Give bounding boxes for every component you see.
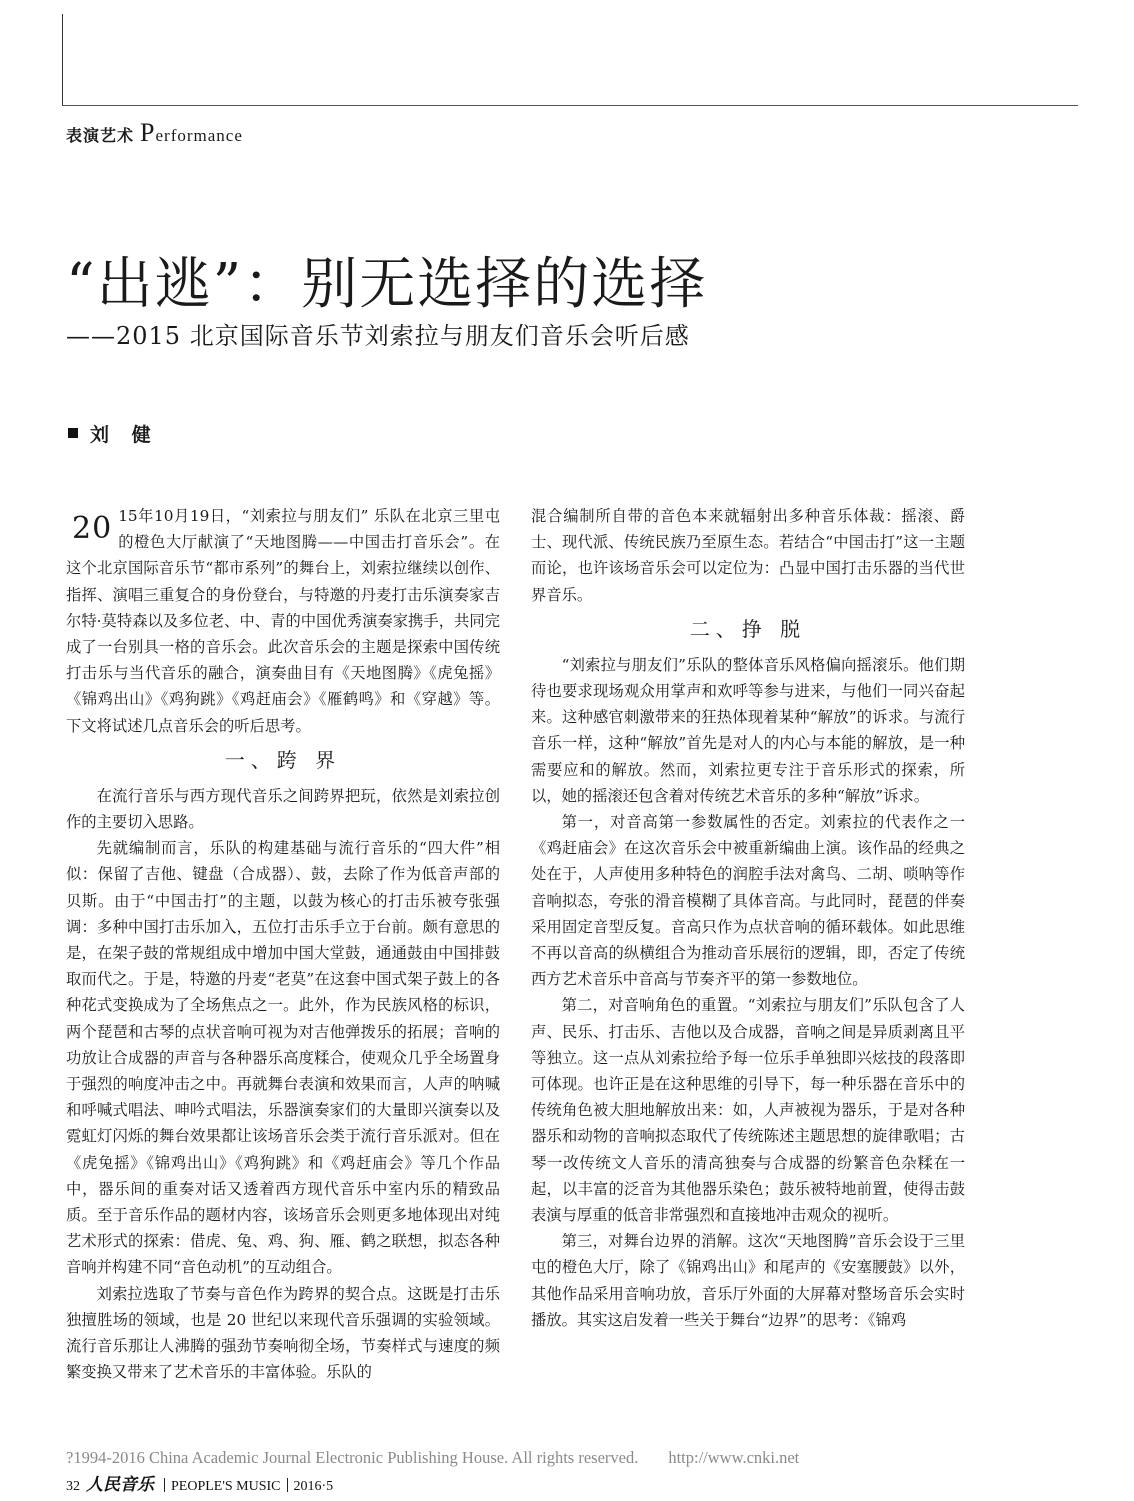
page-number: 32 [66,1479,80,1494]
paragraph: 第一，对音高第一参数属性的否定。刘索拉的代表作之一《鸡赶庙会》在这次音乐会中被重新编曲上演。该作品的经典之处在于，人声使用多种特色的润腔手法对禽鸟、二胡、唢呐等作音响拟态，夸张的滑音模糊了具体音高。与此同时，琵琶的伴奏采用固定音型反复。音高只作为点状音响的循环载体。如此思维不再以音高的纵横组合为推动音乐展衍的逻辑，即，否定了传统西方艺术音乐中音高与节奏齐平的第一参数地位。 [531,813,965,989]
magazine-name-en: PEOPLE'S MUSIC [171,1479,281,1494]
paragraph: 刘索拉选取了节奏与音色作为跨界的契合点。这既是打击乐独擅胜场的领域，也是 20 世纪以来现代音乐强调的实验领域。流行音乐那让人沸腾的强劲节奏响彻全场，节奏样式与速度的频繁变换又带来了艺术音乐的丰富体验。乐队的 [66,1284,500,1382]
section-label [66,118,243,148]
issue-number: 2016·5 [293,1479,334,1494]
section-label-en: Performance [140,118,243,147]
paragraph: 先就编制而言，乐队的构建基础与流行音乐的“四大件”相似：保留了吉他、键盘（合成器）、鼓，去除了作为低音声部的贝斯。由于“中国击打”的主题，以鼓为核心的打击乐被夸张强调：多种中国打击乐加入，五位打击乐手立于台前。颇有意思的是，在架子鼓的常规组成中增加中国大堂鼓，通通鼓由中国排鼓取而代之。于是，特邀的丹麦“老莫”在这套中国式架子鼓上的各种花式变换成为了全场焦点之一。此外，作为民族风格的标识，两个琵琶和古琴的点状音响可视为对吉他弹拨乐的拓展；音响的功放让合成器的声音与各种器乐高度糅合，使观众几乎全场置身于强烈的响度冲击之中。再就舞台表演和效果而言，人声的呐喊和呼喊式唱法、呻吟式唱法，乐器演奏家们的大量即兴演奏以及霓虹灯闪烁的舞台效果都让该场音乐会类于流行音乐派对。但在《虎兔摇》《锦鸡出山》《鸡狗跳》和《鸡赶庙会》等几个作品中，器乐间的重奏对话又透着西方现代音乐中室内乐的精致品质。至于音乐作品的题材内容，该场音乐会则更多地体现出对纯艺术形式的探索：借虎、兔、鸡、狗、雁、鹤之联想，拟态各种音响并构建不同“音色动机”的互动组合。 [66,839,500,1277]
left-column [66,503,500,1386]
footer-divider [164,1478,165,1492]
paragraph: 在流行音乐与西方现代音乐之间跨界把玩，依然是刘索拉创作的主要切入思路。 [66,786,500,832]
paragraph: 第三，对舞台边界的消解。这次“天地图腾”音乐会设于三里屯的橙色大厅，除了《锦鸡出山》和尾声的《安塞腰鼓》以外，其他作品采用音响功放，音乐厅外面的大屏幕对整场音乐会实时播放。其实这启发着一些关于舞台“边界”的思考：《锦鸡 [531,1232,965,1329]
page-footer [66,1470,333,1495]
paragraph: 20 15年10月19日，“刘索拉与朋友们” 乐队在北京三里屯的橙色大厅献演了“天地图腾——中国击打音乐会”。在这个北京国际音乐节“都市系列”的舞台上，刘索拉继续以创作、指挥、演唱三重复合的身份登台，与特邀的丹麦打击乐演奏家吉尔特·莫特森以及多位老、中、青的中国优秀演奏家携手，共同完成了一台别具一格的音乐会。此次音乐会的主题是探索中国传统打击乐与当代音乐的融合，演奏曲目有《天地图腾》《虎兔摇》《锦鸡出山》《鸡狗跳》《鸡赶庙会》《雁鹤鸣》和《穿越》等。下文将试述几点音乐会的听后思考。 [66,507,500,735]
paragraph: “刘索拉与朋友们”乐队的整体音乐风格偏向摇滚乐。他们期待也要求现场观众用掌声和欢呼等参与进来，与他们一同兴奋起来。这种感官刺激带来的狂热体现着某种“解放”的诉求。与流行音乐一样，这种“解放”首先是对人的内心与本能的解放，是一种需要应和的解放。然而，刘索拉更专注于音乐形式的探索，所以，她的摇滚还包含着对传统艺术音乐的多种“解放”诉求。 [531,655,965,805]
paragraph: 第二，对音响角色的重置。“刘索拉与朋友们”乐队包含了人声、民乐、打击乐、吉他以及合成器，音响之间是异质剥离且平等独立。这一点从刘索拉给予每一位乐手单独即兴炫技的段落即可体现。也许正是在这种思维的引导下，每一种乐器在音乐中的传统角色被大胆地解放出来：如，人声被视为器乐，于是对各种器乐和动物的音响拟态取代了传统陈述主题思想的旋律歌唱；古琴一改传统文人音乐的清高独奏与合成器的纷繁音色杂糅在一起，以丰富的泛音为其他器乐染色；鼓乐被特地前置，使得击鼓表演与厚重的低音非常强烈和直接地冲击观众的视听。 [531,996,965,1225]
author-name: 刘 健 [90,424,159,446]
section-heading-crossover: 一、跨 界 [224,747,342,772]
drop-cap: 20 [72,511,113,546]
section-label-cn: 表演艺术 [66,126,135,145]
footer-divider [287,1478,288,1492]
magazine-logo: 人民音乐 [86,1475,154,1495]
paragraph: 混合编制所自带的音色本来就辐射出多种音乐体裁：摇滚、爵士、现代派、传统民族乃至原生态。若结合“中国击打”这一主题而论，也许该场音乐会可以定位为：凸显中国打击乐器的当代世界音乐。 [531,507,965,604]
copyright-watermark: ?1994-2016 China Academic Journal Electronic Publishing House. All rights reserved. http://www.cnki.net [66,1448,800,1467]
article-title: “出逃”：别无选择的选择 [66,252,708,317]
right-column [531,503,965,1333]
header-horizontal-rule [62,105,1078,106]
section-heading-breakaway: 二、挣 脱 [689,616,807,641]
author-byline [68,420,159,447]
article-subtitle: ——2015 北京国际音乐节刘索拉与朋友们音乐会听后感 [66,322,690,350]
byline-square-icon [68,428,78,438]
header-vertical-rule [62,14,63,106]
cnki-url: http://www.cnki.net [668,1448,800,1467]
